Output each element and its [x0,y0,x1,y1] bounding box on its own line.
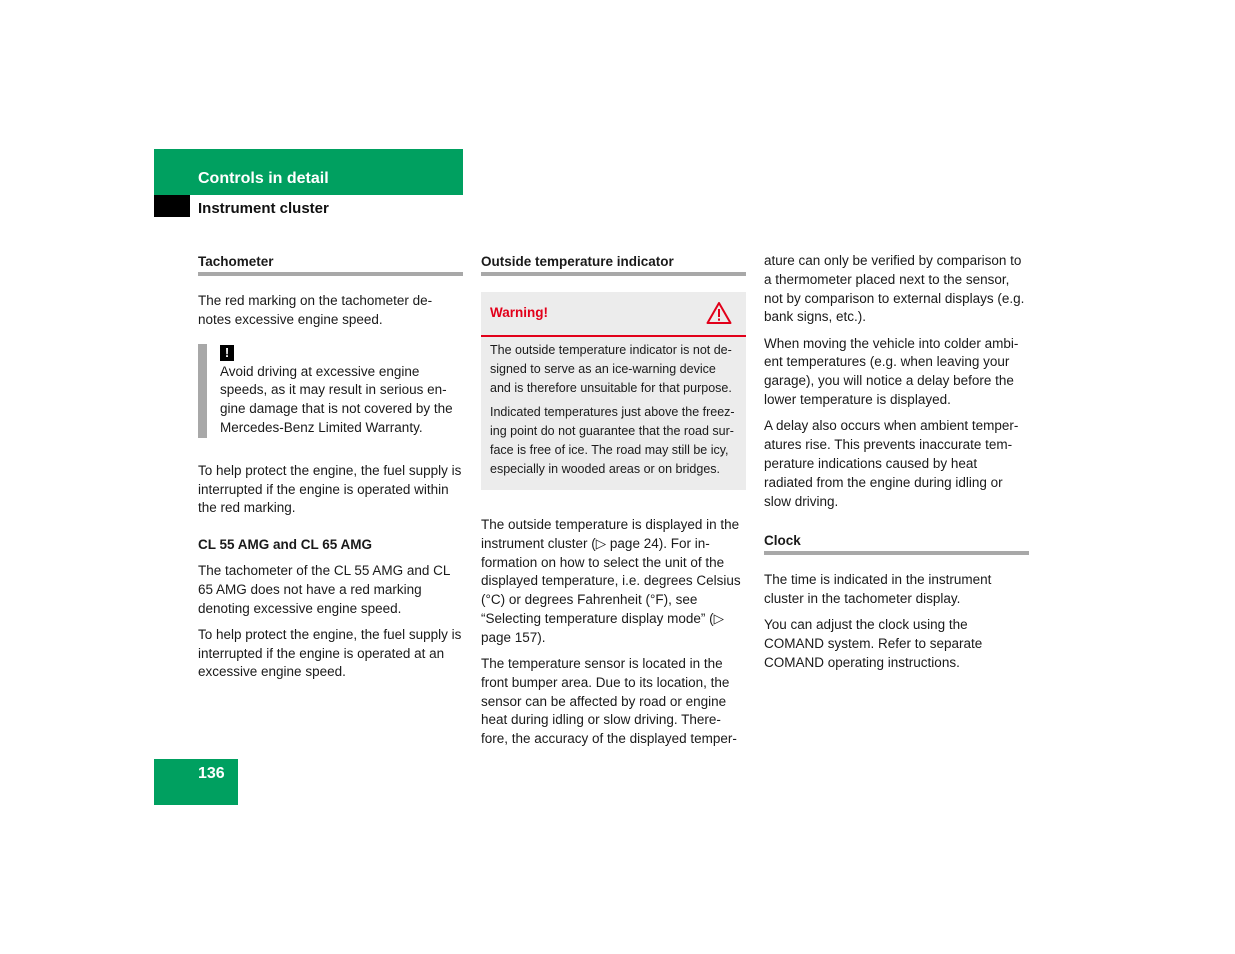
page-number-box [154,759,238,805]
paragraph: A delay also occurs when ambient temper-atures rise. This prevents inaccurate tem-perature indications caused by heat radiated from the engine during idling or slow driving. [764,418,1019,509]
paragraph: The outside temperature is displayed in the instrument cluster (▷ page 24). For in-formation on how to select the unit of the displayed temperature, i.e. degrees Celsius (°C) or degrees Fahrenheit (°F), see “Selecting temperature display mode” (▷ page 157). [481,517,741,645]
caution-note [198,344,463,438]
warning-box [481,292,746,490]
warning-body [481,337,746,490]
paragraph: The time is indicated in the instrument cluster in the tachometer display. [764,572,992,607]
heading-clock: Clock [764,531,1029,555]
paragraph: The red marking on the tachometer de-notes excessive engine speed. [198,293,433,327]
subsection-marker [154,195,190,217]
column-outside-temperature [481,252,746,757]
paragraph: ature can only be verified by comparison to a thermometer placed next to the sensor, not by comparison to external displays (e.g. bank signs, etc.). [764,253,1025,325]
column-clock [764,252,1029,680]
subheading-amg: CL 55 AMG and CL 65 AMG [198,537,373,553]
paragraph: The tachometer of the CL 55 AMG and CL 65 AMG does not have a red marking denoting excessive engine speed. [198,562,450,616]
note-text: Avoid driving at excessive engine speeds, as it may result in serious en-gine damage that is not covered by the Mercedes-Benz Limited Warranty. [220,363,453,435]
warning-header [481,292,746,337]
exclamation-icon: ! [220,345,234,361]
section-title: Controls in detail [198,170,329,187]
heading-tachometer: Tachometer [198,252,463,276]
paragraph: When moving the vehicle into colder ambi-ent temperatures (e.g. when leaving your garage), you will notice a delay before the lower temperature is displayed. [764,335,1019,408]
paragraph: To help protect the engine, the fuel supply is interrupted if the engine is operated within the red marking. [198,462,462,516]
page-number: 136 [198,765,225,782]
subsection-title: Instrument cluster [198,200,329,217]
paragraph: The temperature sensor is located in the front bumper area. Due to its location, the sensor can be affected by road or engine heat during idling or slow driving. There-fore, the accuracy of the displayed temper- [481,656,737,747]
heading-outside-temperature: Outside temperature indicator [481,252,746,276]
warning-paragraph: The outside temperature indicator is not de-signed to serve as an ice-warning device and is therefore unsuitable for that purpose. [490,343,732,395]
paragraph: To help protect the engine, the fuel supply is interrupted if the engine is operated at an excessive engine speed. [198,626,462,680]
warning-triangle-icon [706,301,732,325]
warning-paragraph: Indicated temperatures just above the freez-ing point do not guarantee that the road sur-face is free of ice. The road may still be icy, especially in wooded areas or on bridges. [490,405,735,476]
column-tachometer [198,252,463,690]
note-bar [198,344,207,438]
paragraph: You can adjust the clock using the COMAND system. Refer to separate COMAND operating instructions. [764,617,983,671]
warning-title: Warning! [490,305,548,320]
